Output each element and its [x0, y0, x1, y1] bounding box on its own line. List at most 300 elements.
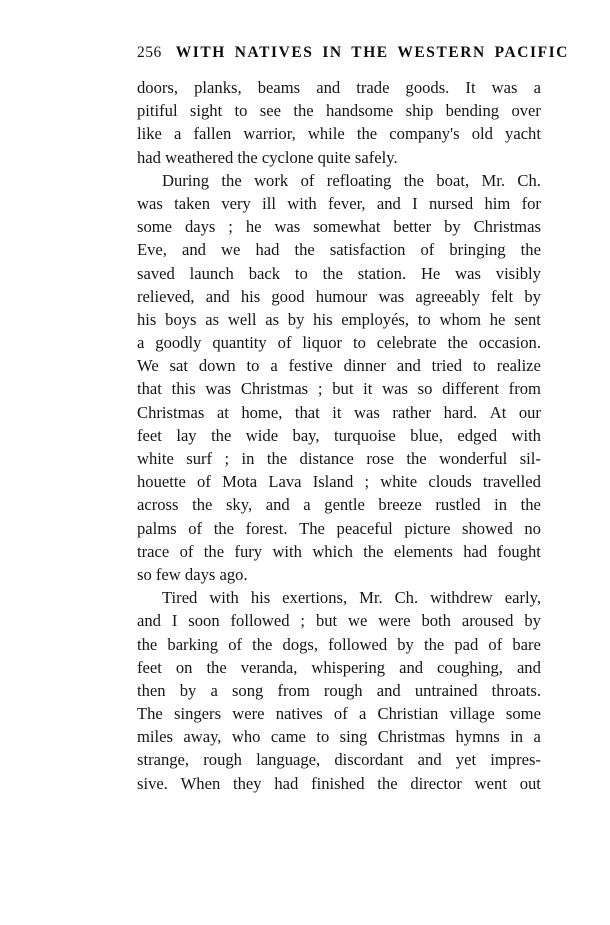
word: to	[417, 309, 431, 329]
paragraph	[137, 586, 541, 795]
word: was	[382, 379, 408, 399]
word: planks,	[194, 78, 242, 97]
word: taken	[174, 193, 211, 213]
word: by	[179, 680, 197, 700]
word: by	[524, 611, 541, 631]
word: pitiful	[137, 101, 178, 121]
word: lay	[176, 425, 197, 445]
word: followed	[230, 611, 290, 631]
word: to	[234, 101, 248, 121]
word: by	[287, 309, 305, 329]
word: they	[233, 773, 262, 793]
word: tried	[431, 356, 463, 376]
word: withdrew	[430, 588, 493, 608]
word: breeze	[378, 495, 422, 515]
word: to	[472, 356, 486, 376]
word: ;	[224, 449, 230, 468]
word: in	[241, 449, 255, 468]
word: boys	[165, 309, 197, 329]
text-line	[137, 192, 541, 215]
word: station.	[357, 263, 407, 283]
word: of	[300, 170, 315, 190]
text-line	[137, 748, 541, 771]
word: of	[188, 518, 203, 538]
word: his	[250, 588, 271, 608]
word: launch	[189, 263, 234, 283]
word: that	[137, 379, 162, 399]
word: very	[221, 193, 251, 213]
word: rather	[392, 402, 432, 422]
word: boat,	[436, 170, 470, 190]
word: impres-	[490, 750, 541, 770]
text-line	[137, 354, 541, 377]
word: him	[484, 193, 511, 213]
word: were	[378, 611, 411, 631]
word: Island	[312, 472, 354, 492]
word: the	[137, 634, 158, 654]
word: clouds	[428, 472, 472, 492]
word: natives	[275, 704, 323, 724]
word: with	[287, 193, 317, 213]
word: sent	[514, 309, 541, 329]
word: a	[533, 78, 541, 97]
word: rough	[323, 680, 363, 700]
word: bay,	[292, 425, 320, 445]
text-line	[137, 308, 541, 331]
word: across	[137, 495, 179, 515]
word: the	[266, 449, 288, 468]
text-line	[137, 238, 541, 261]
word: and	[182, 240, 206, 260]
word: ill	[262, 193, 276, 213]
word: who	[231, 727, 261, 747]
text-line	[137, 772, 541, 795]
word: as	[205, 309, 220, 329]
word: at	[216, 402, 229, 422]
word: went	[474, 773, 507, 793]
word: as	[265, 309, 280, 329]
word: It	[465, 78, 476, 97]
word: wide	[245, 425, 279, 445]
word: and	[316, 78, 341, 97]
word: gentle	[324, 495, 365, 515]
word: I	[412, 193, 418, 213]
word: that	[294, 402, 320, 422]
word: ;	[317, 379, 323, 399]
word: Tired	[162, 588, 198, 608]
word: elements	[393, 541, 453, 561]
word: of	[179, 541, 194, 561]
word: like	[137, 124, 162, 144]
word: his	[313, 309, 333, 329]
text-line	[137, 215, 541, 238]
word: the	[322, 263, 343, 283]
word: rose	[366, 449, 394, 468]
word: and	[516, 657, 541, 677]
word: saved	[137, 263, 175, 283]
word: He	[420, 263, 441, 283]
word: back	[248, 263, 281, 283]
word: which	[312, 541, 353, 561]
word: hymns	[455, 727, 500, 747]
word: trade	[356, 78, 390, 97]
word: language,	[256, 750, 321, 770]
word: work	[254, 170, 289, 190]
word: some	[137, 217, 173, 237]
word: visibly	[495, 263, 541, 283]
word: was	[455, 263, 481, 283]
word: turquoise	[334, 425, 396, 445]
word: celebrate	[376, 333, 437, 353]
word: finished	[311, 773, 365, 793]
word: nursed	[428, 193, 474, 213]
word: village	[449, 704, 495, 724]
word: he	[245, 217, 262, 237]
word: of	[333, 704, 348, 724]
word: whom	[439, 309, 481, 329]
word: our	[518, 402, 541, 422]
word: we	[348, 611, 368, 631]
word: wonderful	[439, 449, 508, 468]
word: by	[444, 217, 461, 237]
word: At	[489, 402, 507, 422]
text-line	[137, 401, 541, 424]
word: fought	[497, 541, 541, 561]
word: sight	[189, 101, 223, 121]
word: the	[447, 333, 468, 353]
word: ;	[300, 611, 306, 631]
word: days	[184, 217, 216, 237]
word: doors,	[137, 78, 179, 97]
word: and	[265, 495, 290, 515]
word: by	[397, 634, 414, 654]
word: festive	[288, 356, 333, 376]
text-line	[137, 702, 541, 725]
text-line	[137, 586, 541, 609]
word: trace	[137, 541, 170, 561]
word: edged	[457, 425, 498, 445]
word: it	[363, 379, 373, 399]
word: Eve,	[137, 240, 167, 260]
word: yacht	[505, 124, 541, 144]
word: We	[137, 356, 159, 376]
word: warrior,	[243, 124, 296, 144]
word: by	[524, 286, 541, 306]
word: followed	[328, 634, 388, 654]
word: discordant	[334, 750, 404, 770]
word: his	[240, 286, 261, 306]
word: to	[294, 263, 308, 283]
word: the	[203, 541, 225, 561]
word: the	[520, 240, 541, 260]
word: Ch.	[394, 588, 419, 608]
word: untrained	[414, 680, 478, 700]
word: on	[175, 657, 193, 677]
text-line	[137, 679, 541, 702]
word: feet	[137, 425, 162, 445]
word: the	[406, 449, 427, 468]
word: Mota	[222, 472, 258, 492]
text-line	[137, 540, 541, 563]
word: song	[231, 680, 264, 700]
word: see	[259, 101, 281, 121]
word: fever,	[328, 193, 366, 213]
word: hard.	[443, 402, 478, 422]
word: goodly	[155, 333, 202, 353]
text-line	[137, 725, 541, 748]
text-line	[137, 447, 541, 470]
word: bending	[445, 101, 500, 121]
word: the	[356, 124, 378, 144]
word: sing	[339, 727, 368, 747]
word: quantity	[212, 333, 267, 353]
word: a	[174, 124, 182, 144]
word: felt	[491, 286, 514, 306]
word: we	[221, 240, 241, 260]
word: beams	[257, 78, 301, 97]
word: and	[376, 680, 401, 700]
word: had	[463, 541, 488, 561]
word: and	[205, 286, 230, 306]
word: The	[137, 704, 163, 724]
word: with	[209, 588, 239, 608]
word: of	[228, 634, 243, 654]
word: throats.	[491, 680, 541, 700]
word: Lava	[268, 472, 302, 492]
word: for	[521, 193, 541, 213]
text-line	[137, 633, 541, 656]
word: dinner	[343, 356, 387, 376]
word: Mr.	[359, 588, 383, 608]
word: whispering	[311, 657, 386, 677]
word: over	[511, 101, 541, 121]
word: but	[315, 611, 338, 631]
word: bare	[512, 634, 541, 654]
word: in	[510, 727, 524, 747]
word: The	[299, 518, 325, 538]
word: ship	[405, 101, 434, 121]
word: this	[171, 379, 196, 399]
text-line	[137, 424, 541, 447]
word: the	[252, 634, 273, 654]
text-line	[137, 99, 541, 122]
word: white	[137, 449, 174, 468]
word: the	[221, 170, 242, 190]
word: Ch.	[517, 170, 541, 190]
word: the	[213, 518, 234, 538]
word: Christmas	[137, 402, 205, 422]
word: while	[307, 124, 345, 144]
word: the	[423, 634, 445, 654]
text-line	[137, 563, 541, 586]
word: fallen	[193, 124, 232, 144]
word: goods.	[405, 78, 450, 97]
word: was	[491, 78, 518, 97]
word: liquor	[302, 333, 343, 353]
word: the	[192, 495, 213, 515]
word: Christmas	[377, 727, 446, 747]
word: travelled	[482, 472, 541, 492]
word: the	[377, 773, 398, 793]
word: and	[396, 356, 421, 376]
word: early,	[504, 588, 541, 608]
word: and	[376, 193, 401, 213]
word: was	[354, 402, 380, 422]
word: of	[488, 634, 503, 654]
word: humour	[315, 286, 368, 306]
word: aroused	[461, 611, 514, 631]
word: no	[524, 518, 541, 538]
word: distance	[299, 449, 354, 468]
text-line	[137, 76, 541, 99]
word: to	[352, 333, 366, 353]
word: rustled	[435, 495, 481, 515]
word: and	[137, 611, 161, 631]
text-line	[137, 493, 541, 516]
word: fury	[234, 541, 263, 561]
text-line	[137, 377, 541, 400]
word: some	[505, 704, 541, 724]
word: blue,	[410, 425, 443, 445]
word: so	[417, 379, 433, 399]
word: but	[332, 379, 354, 399]
text-line	[137, 122, 541, 145]
word: of	[420, 240, 435, 260]
word: home,	[241, 402, 283, 422]
word: employés,	[341, 309, 410, 329]
word: occasion.	[478, 333, 541, 353]
word: better	[393, 217, 432, 237]
word: ;	[228, 217, 233, 237]
word: a	[533, 727, 541, 747]
word: somewhat	[313, 217, 381, 237]
word: the	[363, 541, 384, 561]
word: the	[211, 425, 232, 445]
word: had	[255, 240, 280, 260]
word: the	[520, 495, 541, 515]
word: strange,	[137, 750, 190, 770]
word: palms	[137, 518, 177, 538]
word: had	[274, 773, 299, 793]
text-line	[137, 169, 541, 192]
word: realize	[496, 356, 541, 376]
text-line	[137, 331, 541, 354]
page-folio-number: 256	[137, 44, 162, 61]
word: different	[442, 379, 499, 399]
word: soon	[188, 611, 220, 631]
word: I	[171, 611, 178, 631]
word: dogs,	[282, 634, 319, 654]
paragraph	[137, 76, 541, 169]
text-line	[137, 285, 541, 308]
word: barking	[167, 634, 219, 654]
word: was	[205, 379, 232, 399]
word: miles	[137, 727, 173, 747]
word: director	[410, 773, 462, 793]
word: coughing,	[437, 657, 503, 677]
word: bringing	[449, 240, 506, 260]
word: feet	[137, 657, 162, 677]
word: company's	[389, 124, 460, 144]
word: away,	[183, 727, 222, 747]
word: so few days ago.	[137, 564, 248, 584]
word: exertions,	[282, 588, 348, 608]
word: the	[206, 657, 227, 677]
word: relieved,	[137, 286, 195, 306]
word: veranda,	[240, 657, 298, 677]
word: white	[380, 472, 418, 492]
word: of	[197, 472, 211, 492]
word: well	[227, 309, 257, 329]
word: sky,	[225, 495, 253, 515]
word: During	[162, 170, 210, 190]
text-line	[137, 517, 541, 540]
word: handsome	[325, 101, 394, 121]
word: When	[180, 773, 221, 793]
word: were	[232, 704, 265, 724]
word: a	[210, 680, 218, 700]
word: with	[511, 425, 541, 445]
word: a	[270, 356, 278, 376]
text-line	[137, 609, 541, 632]
word: out	[519, 773, 541, 793]
word: in	[494, 495, 508, 515]
word: Christmas	[473, 217, 541, 237]
text-line	[137, 146, 541, 169]
word: sive.	[137, 773, 168, 793]
word: down	[198, 356, 236, 376]
word: picture	[404, 518, 451, 538]
word: the	[293, 101, 314, 121]
word: it	[332, 402, 342, 422]
body-text-block	[137, 76, 541, 795]
text-line	[137, 470, 541, 493]
word: to	[316, 727, 330, 747]
word: surf	[186, 449, 213, 468]
word: had weathered the cyclone quite safely.	[137, 147, 398, 167]
word: showed	[462, 518, 513, 538]
word: he	[489, 309, 506, 329]
word: of	[277, 333, 292, 353]
word: peaceful	[336, 518, 393, 538]
word: the	[294, 240, 315, 260]
word: singers	[174, 704, 222, 724]
word: old	[471, 124, 493, 144]
word: a	[137, 333, 145, 353]
word: Christmas	[240, 379, 309, 399]
word: a	[303, 495, 311, 515]
word: with	[272, 541, 302, 561]
running-head-title: WITH NATIVES IN THE WESTERN PACIFIC	[175, 44, 569, 61]
word: agreeably	[415, 286, 480, 306]
word: pad	[454, 634, 479, 654]
word: a	[358, 704, 367, 724]
word: his	[137, 309, 157, 329]
word: ;	[364, 472, 370, 492]
word: good	[271, 286, 305, 306]
paragraph	[137, 169, 541, 586]
word: both	[421, 611, 451, 631]
word: forest.	[245, 518, 288, 538]
word: then	[137, 680, 166, 700]
text-line	[137, 262, 541, 285]
text-line	[137, 656, 541, 679]
word: Christian	[377, 704, 439, 724]
word: houette	[137, 472, 186, 492]
word: sat	[169, 356, 188, 376]
word: yet	[455, 750, 477, 770]
word: was	[274, 217, 301, 237]
